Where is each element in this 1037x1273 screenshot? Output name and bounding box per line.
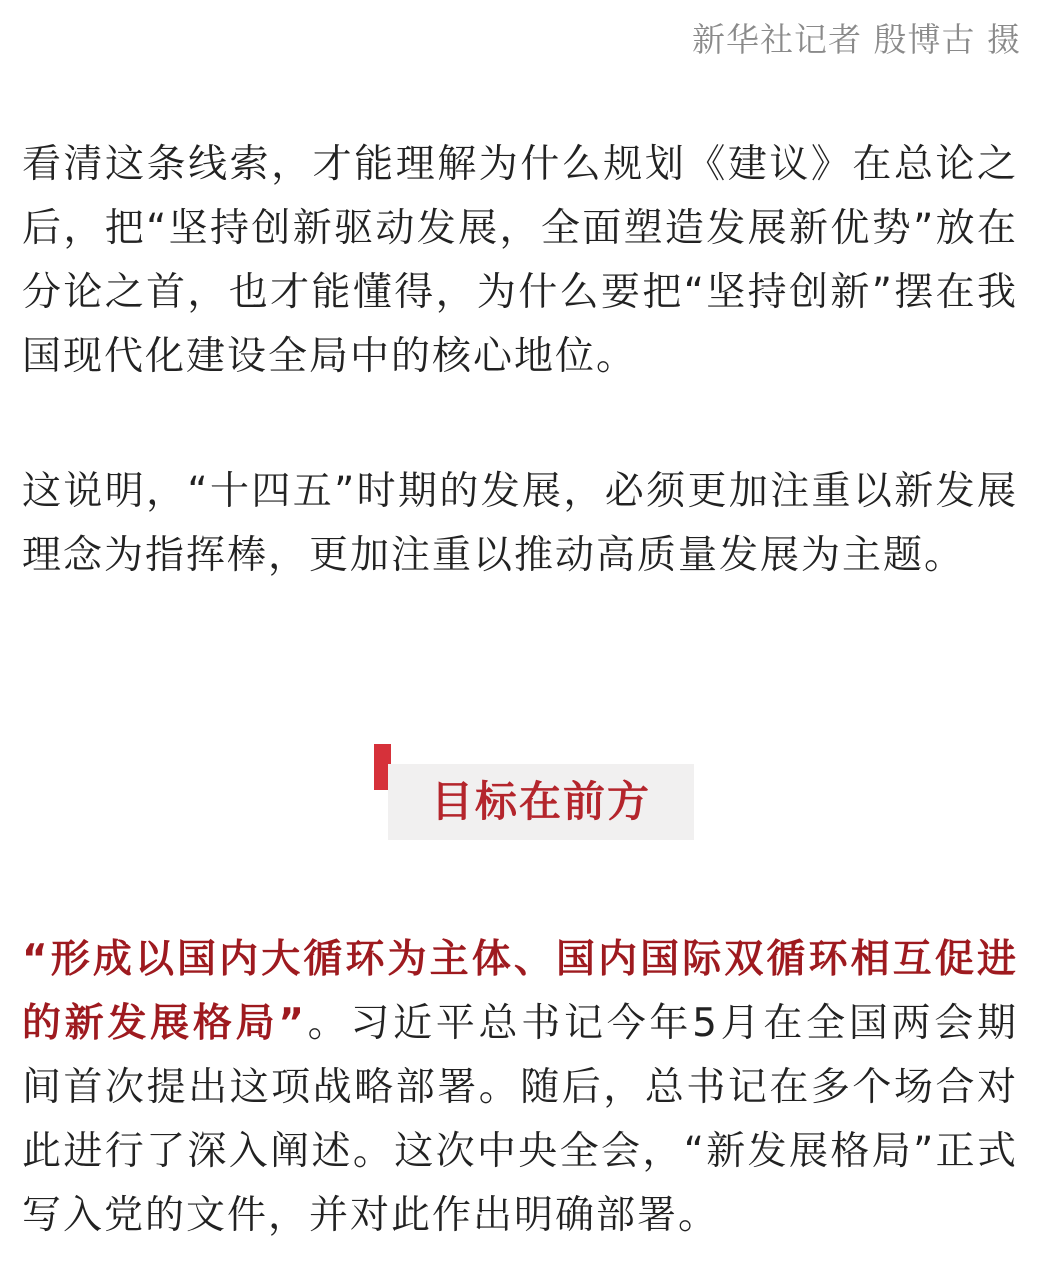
section-heading	[374, 744, 694, 840]
heading-box	[388, 764, 694, 840]
paragraph-body: 。习近平总书记今年5月在全国两会期间首次提出这项战略部署。随后，总书记在多个场合对此进行了深入阐述。这次中央全会，“新发展格局”正式写入党的文件，并对此作出明确部署。	[22, 1001, 1018, 1238]
section-title: 目标在前方	[430, 777, 651, 826]
paragraph-development: 这说明，“十四五”时期的发展，必须更加注重以新发展理念为指挥棒，更加注重以推动高质量发展为主题。	[22, 469, 1018, 578]
highlighted-quote: “形成以国内大循环为主体、国内国际双循环相互促进的新发展格局”	[22, 937, 1018, 1046]
photo-credit: 新华社记者 殷博古 摄	[692, 20, 1021, 59]
paragraph-new-pattern	[22, 928, 1018, 1248]
paragraph-innovation: 看清这条线索，才能理解为什么规划《建议》在总论之后，把“坚持创新驱动发展，全面塑造发展新优势”放在分论之首，也才能懂得，为什么要把“坚持创新”摆在我国现代化建设全局中的核心地位。	[22, 142, 1018, 379]
